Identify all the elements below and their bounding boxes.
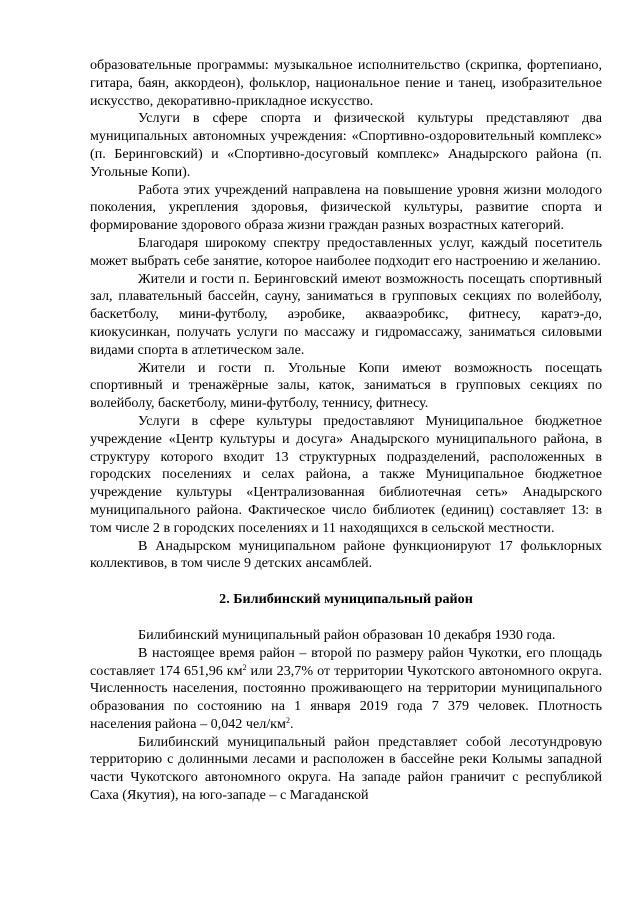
paragraph-bilibino-founded: Билибинский муниципальный район образован 10 декабря 1930 года.	[138, 626, 556, 643]
superscript-2: 2	[285, 715, 290, 725]
area-text-2: или 23,7% от территории Чукотского автономного округа. Численность населения, постоянно проживающего на территории муниципального образования по состоянию на 1 января 2019 года 7 379 человек. Плотность населения района – 0,042 чел/км	[90, 662, 602, 732]
paragraph-sport-services: Услуги в сфере спорта и физической культуры представляют два муниципальных автономных учреждения: «Спортивно-оздоровительный комплекс» (п. Беринговский) и «Спортивно-досуговый комплекс» Анадырского района (п. Угольные Копи).	[90, 110, 602, 180]
paragraph-education-programs: образовательные программы: музыкальное исполнительство (скрипка, фортепиано, гитара, баян, аккордеон), фольклор, национальное пение и танец, изобразительное искусство, декоративно-прикладное искусство.	[90, 57, 602, 109]
paragraph-service-range: Благодаря широкому спектру предоставленных услуг, каждый посетитель может выбрать себе занятие, которое наиболее подходит его настроению и желанию.	[90, 234, 602, 269]
spacer	[90, 573, 602, 591]
paragraph-folklore-groups: В Анадырском муниципальном районе функционируют 17 фольклорных коллективов, в том числе 9 детских ансамблей.	[90, 537, 602, 572]
superscript-2: 2	[242, 662, 247, 672]
paragraph-culture-services: Услуги в сфере культуры предоставляют Муниципальное бюджетное учреждение «Центр культуры и досуга» Анадырского муниципального района, в структуру которого входит 13 структурных подразделений, расположенных в городских поселениях и селах района, а также Муниципальное бюджетное учреждение культуры «Централизованная библиотечная сеть» Анадырского муниципального района. Фактическое число библиотек (единиц) составляет 13: в том числе 2 в городских поселениях и 11 находящихся в сельской местности.	[90, 412, 602, 536]
document-body	[90, 57, 602, 805]
paragraph-beringovsky: Жители и гости п. Беринговский имеют возможность посещать спортивный зал, плавательный бассейн, сауну, заниматься в групповых секциях по волейболу, баскетболу, мини-футболу, аэробике, аквааэробикс, фитнесу, каратэ-до, киокусинкан, получать услуги по массажу и гидромассажу, заниматься силовыми видами спорта в атлетическом зале.	[90, 270, 602, 358]
paragraph-bilibino-geography: Билибинский муниципальный район представляет собой лесотундровую территорию с долинными лесами и расположен в бассейне реки Колымы западной части Чукотского автономного округа. На западе район граничит с республикой Саха (Якутия), на юго-западе – с Магаданской	[90, 733, 602, 804]
paragraph-bilibino-area	[90, 645, 602, 734]
section-heading: 2. Билибинский муниципальный район	[219, 591, 473, 608]
area-text-3: .	[289, 715, 294, 732]
paragraph-ugolnye-kopi: Жители и гости п. Угольные Копи имеют возможность посещать спортивный и тренажёрные залы, каток, заниматься в групповых секциях по волейболу, баскетболу, мини-футболу, теннису, фитнесу.	[90, 359, 602, 412]
paragraph-institutions-work: Работа этих учреждений направлена на повышение уровня жизни молодого поколения, укрепления здоровья, физической культуры, развитие спорта и формирование здорового образа жизни граждан разных возрастных категорий.	[90, 181, 602, 234]
spacer	[90, 609, 602, 627]
area-text-1: В настоящее время район – второй по размеру район Чукотки, его площадь составляет 174 651,96 км	[90, 644, 602, 679]
